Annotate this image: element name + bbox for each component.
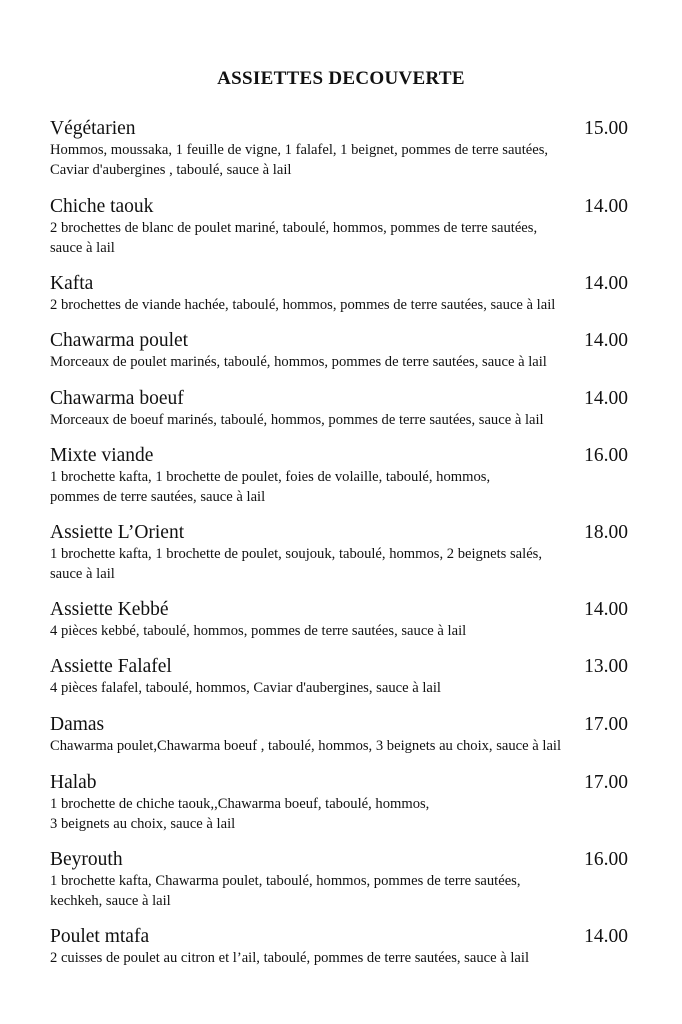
item-description: Morceaux de poulet marinés, taboulé, hommos, pommes de terre sautées, sauce à lail: [50, 354, 547, 370]
menu-item: [50, 118, 628, 180]
item-description: 4 pièces kebbé, taboulé, hommos, pommes de terre sautées, sauce à lail: [50, 623, 467, 639]
item-price: 14.00: [584, 330, 628, 351]
item-price: 14.00: [584, 196, 628, 217]
menu-item: [50, 599, 628, 641]
item-name: Chawarma poulet: [50, 330, 189, 351]
item-price: 14.00: [584, 926, 628, 947]
item-price: 17.00: [584, 772, 628, 793]
item-description: 1 brochette kafta, Chawarma poulet, taboulé, hommos, pommes de terre sautées, kechkeh, sauce à lail: [50, 873, 521, 909]
item-name: Beyrouth: [50, 849, 123, 870]
menu-item: [50, 926, 628, 968]
item-name: Kafta: [50, 273, 94, 294]
item-description: 1 brochette kafta, 1 brochette de poulet, foies de volaille, taboulé, hommos, pommes de terre sautées, sauce à lail: [50, 469, 491, 505]
item-price: 14.00: [584, 273, 628, 294]
item-description: 2 brochettes de viande hachée, taboulé, hommos, pommes de terre sautées, sauce à lail: [50, 297, 556, 313]
menu-item: [50, 388, 628, 430]
menu-item: [50, 849, 628, 911]
item-name: Chawarma boeuf: [50, 388, 184, 409]
item-price: 17.00: [584, 714, 628, 735]
item-description: Morceaux de boeuf marinés, taboulé, hommos, pommes de terre sautées, sauce à lail: [50, 412, 544, 428]
menu-item: [50, 273, 628, 315]
menu-section-title: ASSIETTES DECOUVERTE: [217, 68, 465, 89]
item-name: Assiette Falafel: [50, 656, 172, 677]
item-price: 16.00: [584, 445, 628, 466]
item-description: Chawarma poulet,Chawarma boeuf , taboulé, hommos, 3 beignets au choix, sauce à lail: [50, 738, 562, 754]
menu-item: [50, 330, 628, 372]
item-price: 16.00: [584, 849, 628, 870]
item-description: Hommos, moussaka, 1 feuille de vigne, 1 falafel, 1 beignet, pommes de terre sautées, Caviar d'aubergines , taboulé, sauce à lail: [50, 142, 549, 178]
item-name: Halab: [50, 772, 97, 793]
menu-item: [50, 196, 628, 258]
item-name: Assiette Kebbé: [50, 599, 169, 620]
item-price: 14.00: [584, 599, 628, 620]
item-price: 14.00: [584, 388, 628, 409]
item-description: 2 cuisses de poulet au citron et l’ail, taboulé, pommes de terre sautées, sauce à lail: [50, 950, 529, 966]
item-name: Poulet mtafa: [50, 926, 150, 947]
item-price: 15.00: [584, 118, 628, 139]
item-price: 13.00: [584, 656, 628, 677]
item-name: Damas: [50, 714, 105, 735]
item-description: 1 brochette kafta, 1 brochette de poulet, soujouk, taboulé, hommos, 2 beignets salés, sauce à lail: [50, 546, 543, 582]
item-price: 18.00: [584, 522, 628, 543]
item-name: Végétarien: [50, 118, 136, 139]
item-description: 2 brochettes de blanc de poulet mariné, taboulé, hommos, pommes de terre sautées, sauce à lail: [50, 220, 538, 256]
menu-item: [50, 656, 628, 698]
item-description: 1 brochette de chiche taouk,,Chawarma boeuf, taboulé, hommos, 3 beignets au choix, sauce à lail: [50, 796, 430, 832]
item-description: 4 pièces falafel, taboulé, hommos, Caviar d'aubergines, sauce à lail: [50, 680, 441, 696]
item-name: Assiette L’Orient: [50, 522, 185, 543]
item-name: Mixte viande: [50, 445, 154, 466]
menu-item: [50, 522, 628, 584]
menu-item: [50, 772, 628, 834]
item-name: Chiche taouk: [50, 196, 154, 217]
menu-item: [50, 714, 628, 756]
menu-item: [50, 445, 628, 507]
